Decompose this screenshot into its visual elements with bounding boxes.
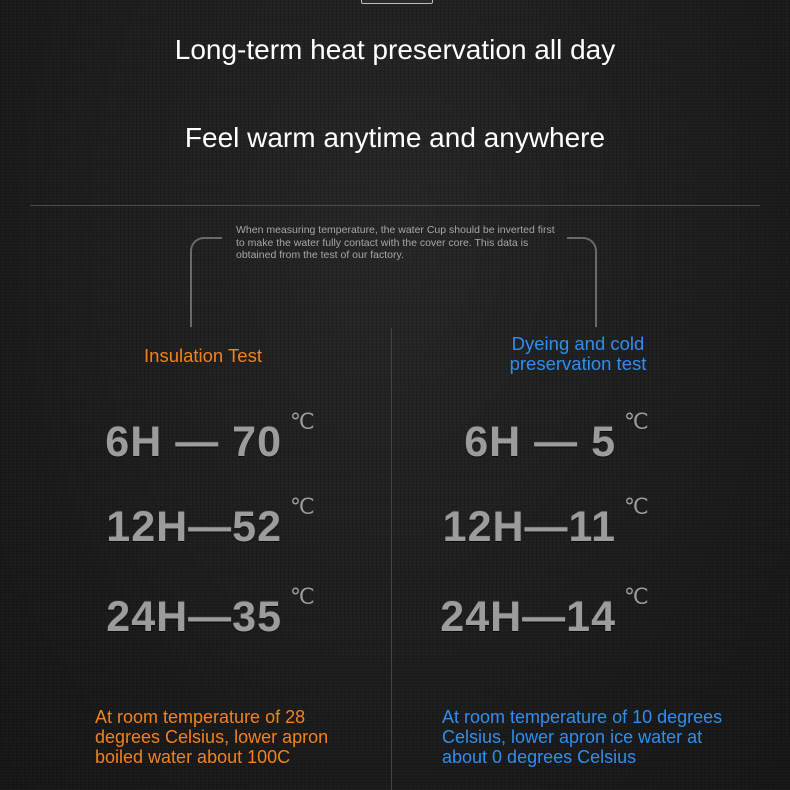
reading-value: 24H—14: [440, 593, 616, 641]
cold-reading-6h: [430, 409, 649, 478]
reading-value: 6H — 70: [105, 418, 282, 466]
headline-heat-preservation: Long-term heat preservation all day: [174, 34, 616, 65]
celsius-unit: ℃: [290, 584, 315, 609]
insulation-reading-12h: [100, 494, 315, 563]
top-tab-decoration: [361, 0, 433, 4]
reading-value: 24H—35: [106, 593, 282, 641]
celsius-unit: ℃: [624, 494, 649, 519]
reading-value: 12H—52: [106, 503, 282, 551]
measurement-note: When measuring temperature, the water Cup should be inverted first to make the water fully contact with the cover core. This data is obtained from the test of our factory.: [236, 224, 555, 261]
celsius-unit: ℃: [624, 584, 649, 609]
insulation-test-condition: At room temperature of 28 degrees Celsius, lower apron boiled water about 100C: [95, 707, 329, 767]
bracket-left-decoration: [190, 237, 222, 327]
bracket-right-decoration: [567, 237, 597, 327]
reading-value: 12H—11: [442, 503, 616, 551]
cold-reading-24h: [430, 584, 649, 653]
insulation-reading-6h: [100, 409, 315, 478]
section-divider: [30, 205, 760, 206]
cold-preservation-test-title: Dyeing and cold preservation test: [509, 333, 647, 374]
cold-reading-12h: [430, 494, 649, 563]
insulation-reading-24h: [100, 584, 315, 653]
column-divider: [391, 328, 392, 790]
cold-test-condition: At room temperature of 10 degrees Celsius, lower apron ice water at about 0 degrees Celsius: [442, 707, 723, 767]
reading-value: 6H — 5: [464, 418, 616, 466]
celsius-unit: ℃: [624, 409, 649, 434]
celsius-unit: ℃: [290, 494, 315, 519]
insulation-test-title: Insulation Test: [144, 345, 262, 366]
headline-feel-warm: Feel warm anytime and anywhere: [184, 122, 606, 153]
celsius-unit: ℃: [290, 409, 315, 434]
